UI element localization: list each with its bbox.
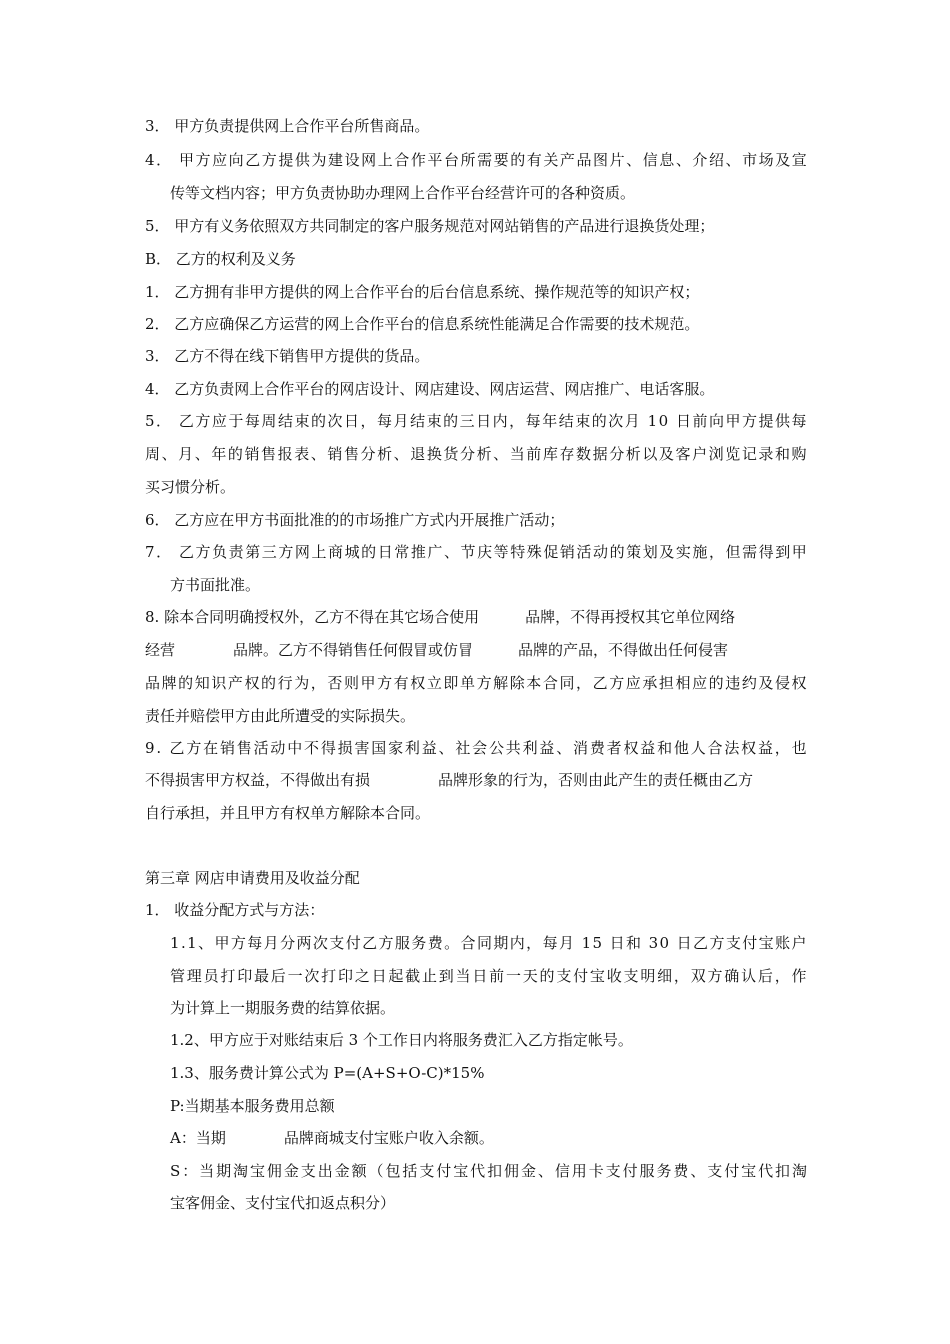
party-a-item-4-line-1: 4 ． 甲 方 应 向 乙 方 提 供 为 建 设 网 上 合 作 平 台 所 需 要 的 有 关 产 品 图 片 、 信 息 、 介 绍 、 市 场 及 宣 xyxy=(145,151,807,169)
party-b-item-5-line-3: 买习惯分析。 xyxy=(145,478,236,496)
party-b-item-9-line-3: 自行承担，并且甲方有权单方解除本合同。 xyxy=(145,804,431,822)
chapter-3-title: 第三章 网店申请费用及收益分配 xyxy=(145,869,360,887)
item-8-line-2-part-c: 品牌的产品，不得做出任何侵害 xyxy=(518,641,729,659)
party-b-item-3: 3． 乙方不得在线下销售甲方提供的货品。 xyxy=(145,347,430,365)
definition-a-part-a: A：当期 xyxy=(170,1129,226,1147)
party-b-item-8-line-1 xyxy=(145,607,735,627)
party-b-item-1: 1． 乙方拥有非甲方提供的网上合作平台的后台信息系统、操作规范等的知识产权； xyxy=(145,283,700,301)
clause-1-3: 1.3、服务费计算公式为 P=(A+S+O-C)*15% xyxy=(170,1064,485,1082)
party-a-item-5: 5． 甲方有义务依照双方共同制定的客户服务规范对网站销售的产品进行退换货处理； xyxy=(145,217,715,235)
party-b-item-2: 2． 乙方应确保乙方运营的网上合作平台的信息系统性能满足合作需要的技术规范。 xyxy=(145,315,700,333)
item-8-line-1-part-a: 8. 除本合同明确授权外，乙方不得在其它场合使用 xyxy=(145,608,480,626)
party-b-item-7-line-1: 7 ． 乙 方 负 责 第 三 方 网 上 商 城 的 日 常 推 广 、 节 庆 等 特 殊 促 销 活 动 的 策 划 及 实 施 ， 但 需 得 到 甲 xyxy=(145,543,807,561)
definition-a xyxy=(170,1128,494,1148)
item-8-line-1-part-b: 品牌，不得再授权其它单位网络 xyxy=(525,608,736,626)
item-9-line-2-part-a: 不得损害甲方权益，不得做出有损 xyxy=(145,771,371,789)
party-b-item-9-line-2 xyxy=(145,770,753,790)
clause-1-1-line-3: 为计算上一期服务费的结算依据。 xyxy=(170,999,396,1017)
clause-1-1-line-2: 管 理 员 打 印 最 后 一 次 打 印 之 日 起 截 止 到 当 日 前 一 天 的 支 付 宝 收 支 明 细 ， 双 方 确 认 后 ， 作 xyxy=(170,967,807,985)
party-b-item-5-line-2: 周 、 月 、 年 的 销 售 报 表 、 销 售 分 析 、 退 换 货 分 析 、 当 前 库 存 数 据 分 析 以 及 客 户 浏 览 记 录 和 购 xyxy=(145,445,807,463)
clause-1-1-line-1: 1 . 1 、 甲 方 每 月 分 两 次 支 付 乙 方 服 务 费 。 合 同 期 内 ， 每 月 1 5 日 和 3 0 日 乙 方 支 付 宝 账 户 xyxy=(170,934,807,952)
party-b-heading: B． 乙方的权利及义务 xyxy=(145,250,296,268)
party-b-item-4: 4． 乙方负责网上合作平台的网店设计、网店建设、网店运营、网店推广、电话客服。 xyxy=(145,380,715,398)
party-a-item-3: 3． 甲方负责提供网上合作平台所售商品。 xyxy=(145,117,430,135)
party-b-item-8-line-4: 责任并赔偿甲方由此所遭受的实际损失。 xyxy=(145,707,416,725)
item-9-line-2-part-b: 品牌形象的行为，否则由此产生的责任概由乙方 xyxy=(438,771,754,789)
definition-a-part-b: 品牌商城支付宝账户收入余额。 xyxy=(283,1129,494,1147)
party-b-item-7-line-2: 方书面批准。 xyxy=(170,576,261,594)
party-b-item-5-line-1: 5 ． 乙 方 应 于 每 周 结 束 的 次 日 ， 每 月 结 束 的 三 日 内 ， 每 年 结 束 的 次 月 1 0 日 前 向 甲 方 提 供 每 xyxy=(145,412,807,430)
definition-p: P:当期基本服务费用总额 xyxy=(170,1097,335,1115)
item-8-line-2-part-a: 经营 xyxy=(145,641,176,659)
clause-1-2: 1.2、甲方应于对账结束后 3 个工作日内将服务费汇入乙方指定帐号。 xyxy=(170,1031,633,1049)
party-a-item-4-line-2: 传等文档内容；甲方负责协助办理网上合作平台经营许可的各种资质。 xyxy=(170,184,636,202)
party-b-item-8-line-3: 品 牌 的 知 识 产 权 的 行 为 ， 否 则 甲 方 有 权 立 即 单 方 解 除 本 合 同 ， 乙 方 应 承 担 相 应 的 违 约 及 侵 权 xyxy=(145,674,807,692)
party-b-item-9-line-1: 9 . 乙 方 在 销 售 活 动 中 不 得 损 害 国 家 利 益 、 社 会 公 共 利 益 、 消 费 者 权 益 和 他 人 合 法 权 益 ， 也 xyxy=(145,739,807,757)
item-8-line-2-part-b: 品牌。乙方不得销售任何假冒或仿冒 xyxy=(233,641,474,659)
party-b-item-8-line-2 xyxy=(145,640,728,660)
definition-s-line-1: S ： 当 期 淘 宝 佣 金 支 出 金 额 （ 包 括 支 付 宝 代 扣 佣 金 、 信 用 卡 支 付 服 务 费 、 支 付 宝 代 扣 淘 xyxy=(170,1162,807,1180)
chapter-3-item-1: 1． 收益分配方式与方法： xyxy=(145,901,325,919)
party-b-item-6: 6． 乙方应在甲方书面批准的的市场推广方式内开展推广活动； xyxy=(145,511,565,529)
definition-s-line-2: 宝客佣金、支付宝代扣返点积分） xyxy=(170,1194,396,1212)
